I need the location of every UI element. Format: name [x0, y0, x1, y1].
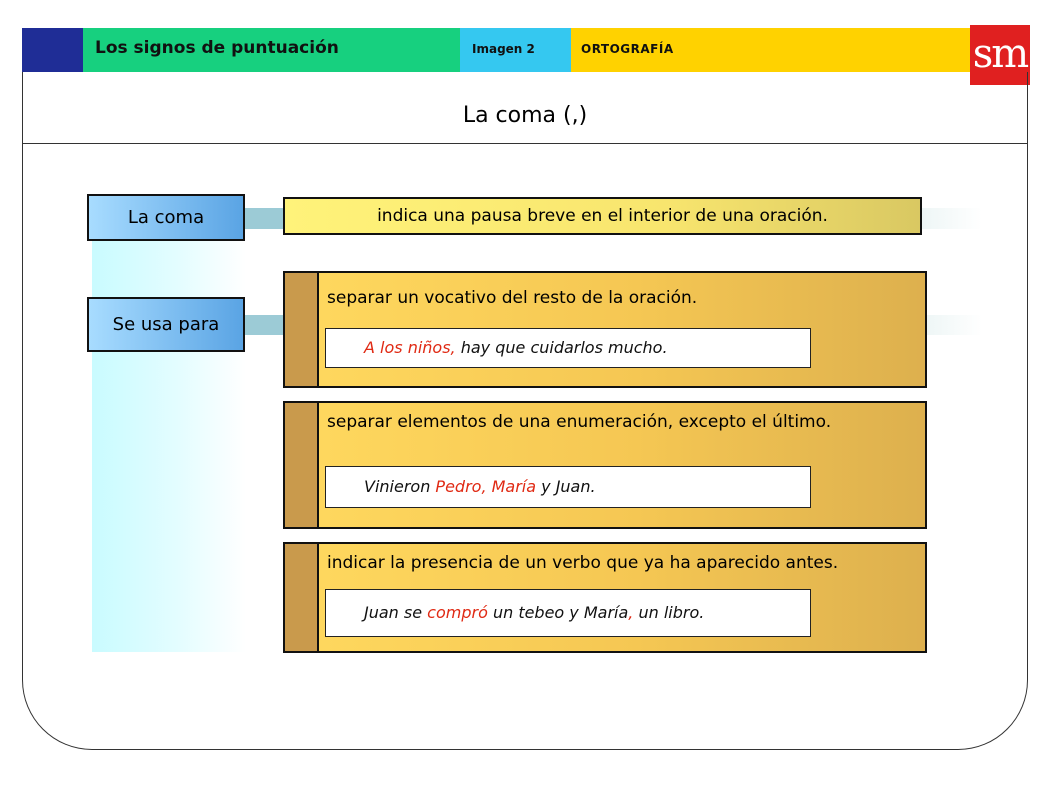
example-box	[325, 466, 811, 508]
rule-panel-tab	[283, 542, 319, 653]
example-part: y Juan.	[536, 477, 596, 496]
example-part: compró	[427, 603, 488, 622]
connector-term	[245, 208, 285, 229]
header-dark-block	[22, 28, 83, 72]
header-title: Los signos de puntuación	[95, 38, 339, 58]
header-section-label: ORTOGRAFÍA	[581, 42, 674, 56]
sm-logo: sm	[970, 25, 1030, 85]
rule-text: indicar la presencia de un verbo que ya ha aparecido antes.	[327, 553, 839, 573]
header-image-label: Imagen 2	[472, 42, 535, 56]
example-box	[325, 589, 811, 637]
definition-bar: indica una pausa breve en el interior de una oración.	[283, 197, 922, 235]
connector-term-tail	[922, 208, 982, 229]
example-part: Pedro, María	[435, 477, 537, 496]
example-part: ,	[628, 603, 634, 622]
uses-label: Se usa para	[87, 297, 245, 352]
connector-uses-tail	[926, 315, 982, 335]
rule-panel-tab	[283, 401, 319, 529]
connector-uses	[245, 315, 285, 335]
page-title: La coma (,)	[462, 103, 588, 128]
example-part: A los niños,	[364, 338, 456, 357]
example-part: un tebeo y María	[487, 603, 629, 622]
term-label: La coma	[87, 194, 245, 241]
example-box	[325, 328, 811, 368]
example-part: Vinieron	[364, 477, 436, 496]
rule-text: separar elementos de una enumeración, excepto el último.	[327, 412, 832, 432]
example-part: Juan se	[364, 603, 428, 622]
rule-text: separar un vocativo del resto de la oración.	[327, 288, 698, 308]
rule-panel-tab	[283, 271, 319, 388]
example-part: hay que cuidarlos mucho.	[455, 338, 668, 357]
example-part: un libro.	[633, 603, 705, 622]
